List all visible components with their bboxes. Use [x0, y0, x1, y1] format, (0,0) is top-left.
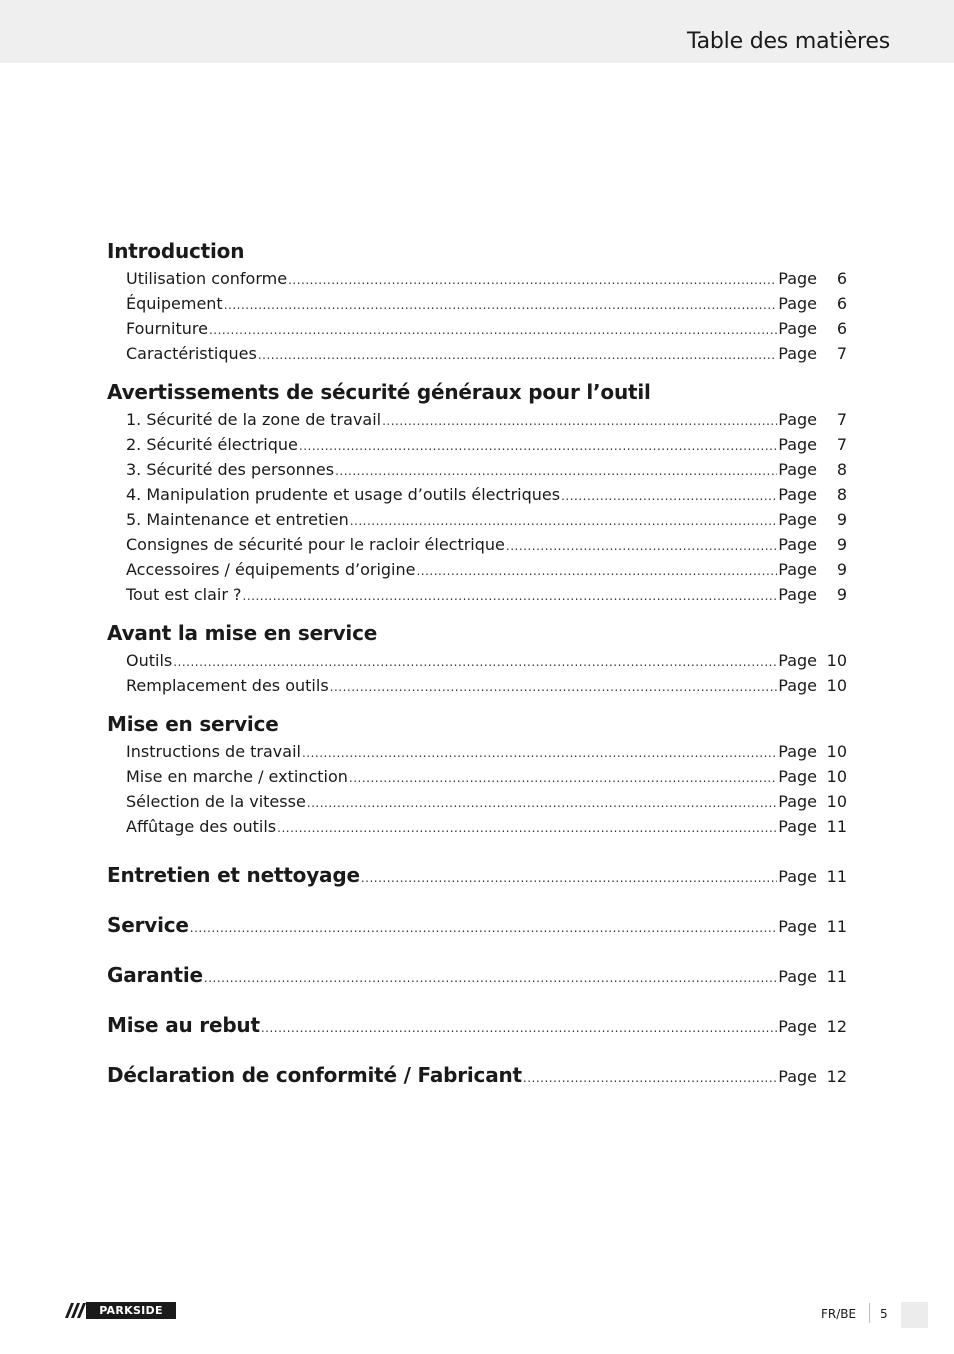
toc-section-title: Introduction — [107, 239, 245, 263]
toc-page-number: 10 — [826, 676, 847, 695]
toc-entry-label: Garantie — [107, 963, 203, 987]
toc-entry-label: Consignes de sécurité pour le racloir électrique — [126, 535, 505, 554]
toc-leader-dots — [416, 559, 777, 584]
toc-leader-dots — [204, 953, 777, 1003]
toc-entry-label: 2. Sécurité électrique — [126, 435, 298, 454]
toc-entry-label: Fourniture — [126, 319, 208, 338]
toc-leader-dots — [561, 484, 777, 509]
logo-slashes-icon — [64, 1302, 86, 1319]
toc-entry[interactable] — [107, 557, 847, 582]
toc-leader-dots — [173, 650, 777, 675]
toc-page-word: Page — [778, 967, 817, 986]
toc-page-word: Page — [778, 917, 817, 936]
page-title: Table des matières — [687, 29, 890, 54]
toc-entry[interactable] — [107, 291, 847, 316]
toc-entry[interactable] — [107, 764, 847, 789]
footer-divider — [869, 1303, 870, 1323]
toc-entry[interactable] — [107, 457, 847, 482]
toc-section-operation — [107, 709, 847, 839]
toc-page-number: 6 — [836, 294, 847, 313]
toc-page-word: Page — [778, 676, 817, 695]
toc-major-entry[interactable] — [107, 900, 847, 950]
toc-leader-dots — [335, 459, 777, 484]
toc-page-word: Page — [778, 817, 817, 836]
toc-leader-dots — [506, 534, 777, 559]
toc-page-number: 6 — [836, 319, 847, 338]
toc-major-entries — [107, 850, 847, 1100]
toc-entry[interactable] — [107, 316, 847, 341]
toc-entry[interactable] — [107, 407, 847, 432]
toc-entry[interactable] — [107, 432, 847, 457]
toc-page-number: 8 — [836, 460, 847, 479]
toc-page-number: 9 — [836, 585, 847, 604]
toc-page-number: 11 — [826, 817, 847, 836]
table-of-contents — [107, 236, 847, 1100]
toc-leader-dots — [277, 816, 777, 841]
toc-entry[interactable] — [107, 582, 847, 607]
brand-name: PARKSIDE — [86, 1302, 176, 1319]
toc-entry-label: Service — [107, 913, 189, 937]
toc-page-number: 7 — [836, 344, 847, 363]
toc-leader-dots — [350, 509, 778, 534]
toc-page-number: 12 — [826, 1067, 847, 1086]
toc-leader-dots — [382, 409, 777, 434]
toc-leader-dots — [523, 1053, 777, 1103]
toc-entry[interactable] — [107, 341, 847, 366]
toc-entry-label: Entretien et nettoyage — [107, 863, 360, 887]
toc-page-word: Page — [778, 269, 817, 288]
toc-page-number: 11 — [826, 867, 847, 886]
toc-entry[interactable] — [107, 814, 847, 839]
toc-page-word: Page — [778, 867, 817, 886]
footer-language: FR/BE — [821, 1307, 857, 1321]
toc-page-word: Page — [778, 560, 817, 579]
toc-entry-label: 4. Manipulation prudente et usage d’outils électriques — [126, 485, 561, 504]
toc-page-word: Page — [778, 435, 817, 454]
toc-entry[interactable] — [107, 739, 847, 764]
toc-page-number: 10 — [826, 742, 847, 761]
toc-section-introduction — [107, 236, 847, 366]
toc-page-word: Page — [778, 792, 817, 811]
toc-entry-label: Mise au rebut — [107, 1013, 260, 1037]
toc-entry-label: Utilisation conforme — [126, 269, 288, 288]
toc-page-word: Page — [778, 344, 817, 363]
toc-leader-dots — [307, 791, 777, 816]
toc-entry-label: Outils — [126, 651, 173, 670]
toc-page-number: 7 — [836, 410, 847, 429]
toc-leader-dots — [349, 766, 777, 791]
toc-entry-label: Mise en marche / extinction — [126, 767, 348, 786]
footer-page-number: 5 — [880, 1307, 888, 1321]
toc-leader-dots — [261, 1003, 777, 1053]
toc-entry[interactable] — [107, 789, 847, 814]
toc-page-word: Page — [778, 510, 817, 529]
toc-page-number: 6 — [836, 269, 847, 288]
toc-entry-label: 3. Sécurité des personnes — [126, 460, 335, 479]
toc-entry-label: Caractéristiques — [126, 344, 257, 363]
toc-page-word: Page — [778, 742, 817, 761]
toc-entry-label: Instructions de travail — [126, 742, 301, 761]
toc-major-entry[interactable] — [107, 850, 847, 900]
toc-entry[interactable] — [107, 648, 847, 673]
toc-section-title: Avertissements de sécurité généraux pour l’outil — [107, 380, 651, 404]
toc-section-title: Avant la mise en service — [107, 621, 378, 645]
toc-leader-dots — [288, 268, 777, 293]
toc-section-title: Mise en service — [107, 712, 279, 736]
toc-leader-dots — [299, 434, 777, 459]
toc-section-before-use — [107, 618, 847, 698]
toc-leader-dots — [190, 903, 778, 953]
toc-page-word: Page — [778, 1017, 817, 1036]
toc-page-number: 11 — [826, 917, 847, 936]
toc-leader-dots — [361, 853, 777, 903]
toc-page-word: Page — [778, 585, 817, 604]
toc-page-number: 9 — [836, 560, 847, 579]
page-header — [0, 0, 954, 63]
toc-entry[interactable] — [107, 266, 847, 291]
toc-page-word: Page — [778, 651, 817, 670]
toc-page-number: 12 — [826, 1017, 847, 1036]
toc-entry-label: Affûtage des outils — [126, 817, 277, 836]
toc-page-number: 10 — [826, 767, 847, 786]
toc-entry[interactable] — [107, 673, 847, 698]
toc-page-number: 7 — [836, 435, 847, 454]
toc-leader-dots — [224, 293, 778, 318]
toc-page-number: 10 — [826, 792, 847, 811]
toc-entry[interactable] — [107, 532, 847, 557]
toc-major-entry[interactable] — [107, 1000, 847, 1050]
toc-leader-dots — [258, 343, 777, 368]
toc-entry[interactable] — [107, 507, 847, 532]
toc-entry-label: Tout est clair ? — [126, 585, 242, 604]
toc-major-entry[interactable] — [107, 1050, 847, 1100]
toc-page-number: 10 — [826, 651, 847, 670]
toc-entry-label: Déclaration de conformité / Fabricant — [107, 1063, 522, 1087]
toc-leader-dots — [330, 675, 778, 700]
toc-leader-dots — [302, 741, 777, 766]
toc-page-word: Page — [778, 319, 817, 338]
toc-page-number: 9 — [836, 535, 847, 554]
toc-entry-label: Accessoires / équipements d’origine — [126, 560, 416, 579]
toc-entry-label: 5. Maintenance et entretien — [126, 510, 349, 529]
footer-tab — [901, 1302, 928, 1328]
toc-page-number: 8 — [836, 485, 847, 504]
toc-entry-label: Sélection de la vitesse — [126, 792, 306, 811]
toc-page-word: Page — [778, 460, 817, 479]
toc-leader-dots — [209, 318, 777, 343]
toc-page-word: Page — [778, 1067, 817, 1086]
toc-entry[interactable] — [107, 482, 847, 507]
toc-leader-dots — [243, 584, 778, 609]
toc-section-safety — [107, 377, 847, 607]
toc-page-word: Page — [778, 410, 817, 429]
toc-page-number: 11 — [826, 967, 847, 986]
toc-page-number: 9 — [836, 510, 847, 529]
toc-page-word: Page — [778, 535, 817, 554]
brand-logo — [64, 1302, 176, 1319]
toc-entry-label: Remplacement des outils — [126, 676, 329, 695]
toc-page-word: Page — [778, 767, 817, 786]
toc-page-word: Page — [778, 485, 817, 504]
toc-page-word: Page — [778, 294, 817, 313]
toc-entry-label: Équipement — [126, 294, 223, 313]
toc-entry-label: 1. Sécurité de la zone de travail — [126, 410, 382, 429]
toc-major-entry[interactable] — [107, 950, 847, 1000]
